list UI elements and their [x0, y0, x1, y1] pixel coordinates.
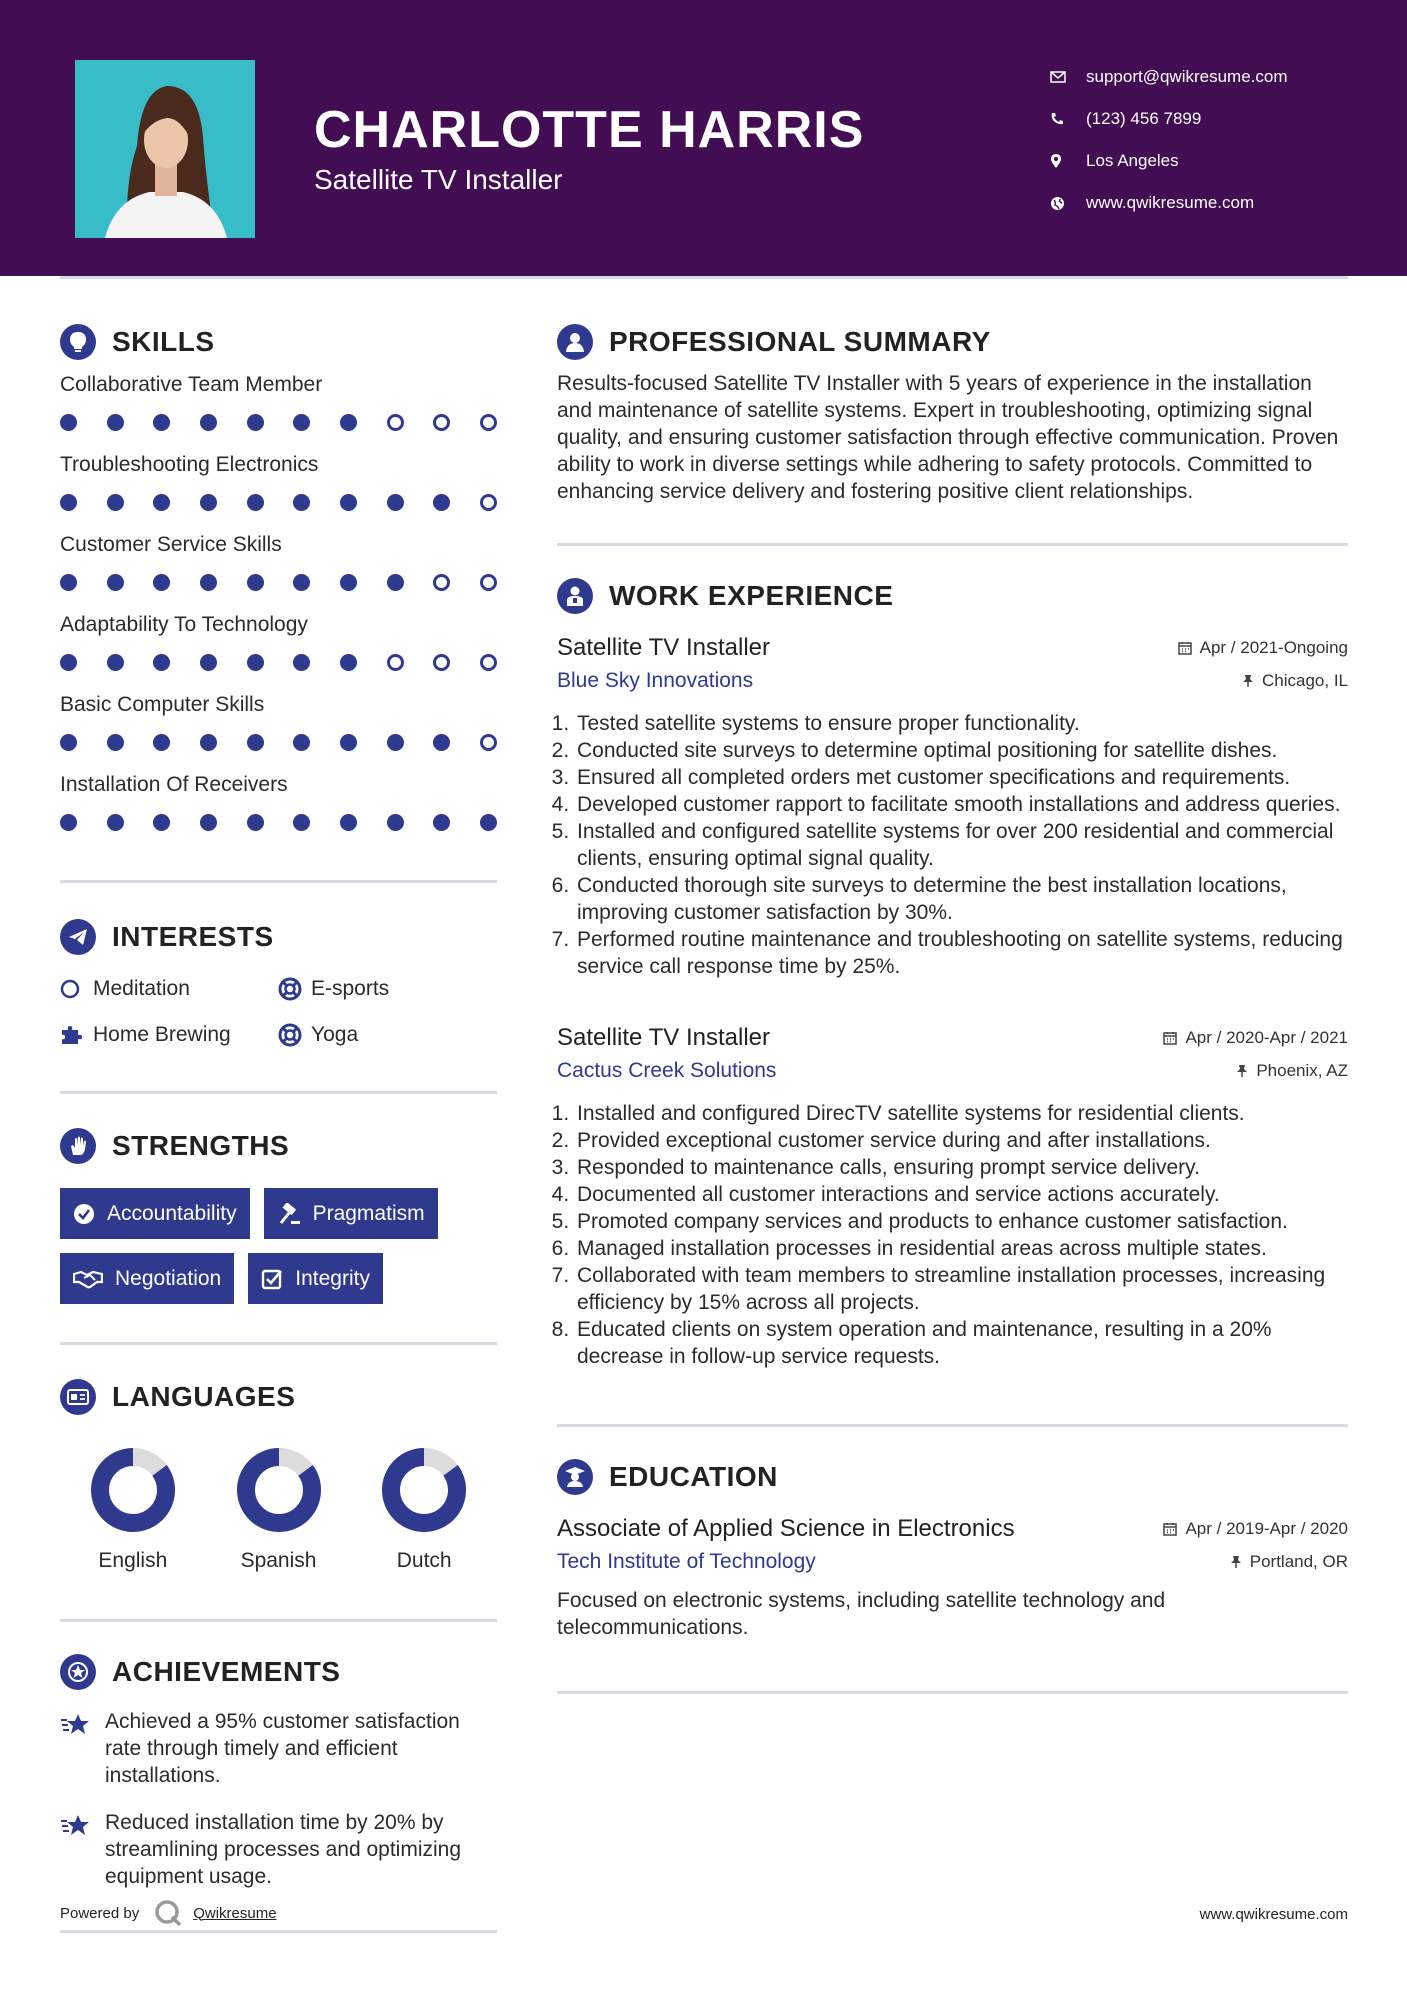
language-item: [60, 1447, 206, 1573]
duty-item: 5. Installed and configured satellite systems for over 200 residential and commercial clients, ensuring optimal signal quality.: [575, 818, 1348, 872]
section-divider: [60, 1930, 497, 1933]
language-donut: [236, 1447, 322, 1533]
duty-item: 7. Performed routine maintenance and troubleshooting on satellite systems, reducing service call response time by 25%.: [575, 926, 1348, 980]
rating-dot-filled: [107, 654, 124, 671]
job-location-text: Chicago, IL: [1262, 671, 1348, 690]
language-donut: [381, 1447, 467, 1533]
right-column: [557, 320, 1348, 1694]
rating-dot-filled: [60, 654, 77, 671]
left-column: [60, 320, 497, 1933]
language-name: English: [98, 1549, 168, 1572]
education-heading: EDUCATION: [609, 1461, 778, 1492]
strength-tag: [248, 1253, 383, 1304]
qwikresume-logo-icon: [153, 1898, 183, 1928]
job-location: [1236, 1061, 1348, 1081]
user-icon: [557, 324, 593, 360]
hand-icon: [60, 1128, 96, 1164]
contact-website-text: www.qwikresume.com: [1086, 193, 1255, 212]
language-item: [206, 1447, 352, 1573]
degree-title: Associate of Applied Science in Electronics: [557, 1515, 1015, 1542]
star-icon: [60, 1708, 105, 1789]
calendar-icon: [1163, 1031, 1177, 1045]
duty-list: [557, 1100, 1348, 1370]
duty-item: 2. Provided exceptional customer service during and after installations.: [575, 1127, 1348, 1154]
rating-dot-filled: [293, 734, 310, 751]
profile-photo: [75, 60, 255, 238]
section-divider: [60, 880, 497, 883]
circle-icon: [60, 979, 93, 999]
rating-dot-filled: [247, 494, 264, 511]
contact-location-text: Los Angeles: [1086, 151, 1179, 170]
rating-dot-filled: [107, 414, 124, 431]
strengths-section: [60, 1124, 497, 1304]
rating-dot-filled: [340, 494, 357, 511]
skill-name: Customer Service Skills: [60, 533, 282, 556]
rating-dot-empty: [433, 654, 450, 671]
language-card-icon: [60, 1379, 96, 1415]
languages-heading: LANGUAGES: [112, 1381, 296, 1412]
education-location-text: Portland, OR: [1249, 1552, 1348, 1571]
education-date-text: Apr / 2019-Apr / 2020: [1185, 1519, 1348, 1538]
skill-name: Adaptability To Technology: [60, 613, 308, 636]
rating-dot-filled: [153, 494, 170, 511]
phone-icon: [1050, 112, 1086, 126]
graduate-icon: [557, 1459, 593, 1495]
skills-heading: SKILLS: [112, 326, 215, 357]
languages-list: [60, 1447, 497, 1573]
rating-dot-filled: [60, 574, 77, 591]
strength-label: Accountability: [107, 1201, 237, 1225]
duty-item: 6. Conducted thorough site surveys to determine the best installation locations, improving customer satisfaction by 30%.: [575, 872, 1348, 926]
resume-header: [0, 0, 1407, 276]
rating-dot-filled: [387, 574, 404, 591]
star-icon: [60, 1809, 105, 1890]
lightbulb-icon: [60, 324, 96, 360]
contact-phone[interactable]: [1050, 98, 1288, 140]
rating-dot-filled: [387, 734, 404, 751]
life-ring-icon: [278, 977, 311, 1001]
brand-link[interactable]: Qwikresume: [193, 1904, 277, 1922]
job-entry: [557, 632, 1348, 980]
skill-rating: [60, 560, 497, 604]
contact-email[interactable]: [1050, 56, 1288, 98]
rating-dot-filled: [247, 734, 264, 751]
languages-section: [60, 1375, 497, 1573]
strengths-heading: STRENGTHS: [112, 1130, 290, 1161]
achievement-text: Reduced installation time by 20% by streamlining processes and optimizing equipment usage.: [105, 1811, 462, 1888]
job-title: Satellite TV Installer: [557, 1024, 770, 1051]
powered-by-text: Powered by: [60, 1904, 140, 1922]
rating-dot-filled: [200, 574, 217, 591]
duty-item: 4. Documented all customer interactions and service actions accurately.: [575, 1181, 1348, 1208]
education-date: [1163, 1513, 1348, 1545]
checkbox-icon: [261, 1268, 283, 1290]
achievements-heading: ACHIEVEMENTS: [112, 1656, 341, 1687]
map-pin-icon: [1050, 153, 1086, 169]
summary-section: [557, 320, 1348, 505]
contact-list: [1050, 56, 1288, 224]
achievement-item: [60, 1708, 497, 1789]
skill-name: Troubleshooting Electronics: [60, 453, 319, 476]
rating-dot-filled: [433, 814, 450, 831]
rating-dot-filled: [433, 734, 450, 751]
rating-dot-filled: [340, 734, 357, 751]
rating-dot-filled: [107, 814, 124, 831]
briefcase-user-icon: [557, 578, 593, 614]
footer-website[interactable]: www.qwikresume.com: [1199, 1906, 1348, 1923]
strength-label: Integrity: [295, 1266, 370, 1290]
skill-name: Installation Of Receivers: [60, 773, 288, 796]
rating-dot-filled: [60, 814, 77, 831]
company-name: Blue Sky Innovations: [557, 669, 754, 692]
candidate-name: CHARLOTTE HARRIS: [314, 101, 865, 159]
rating-dot-empty: [480, 654, 497, 671]
gavel-icon: [277, 1203, 301, 1225]
jobs-list: [557, 632, 1348, 1370]
rating-dot-filled: [293, 494, 310, 511]
skill-rating: [60, 720, 497, 764]
puzzle-icon: [60, 1024, 93, 1046]
achievements-section: [60, 1650, 497, 1890]
strength-tag: [60, 1253, 234, 1304]
contact-phone-text: (123) 456 7899: [1086, 109, 1202, 128]
interest-item: [60, 973, 278, 1005]
job-entry: [557, 1022, 1348, 1370]
interest-label: Yoga: [311, 1023, 359, 1046]
section-divider: [557, 1424, 1348, 1427]
rating-dot-filled: [153, 654, 170, 671]
duty-item: 1. Installed and configured DirecTV satellite systems for residential clients.: [575, 1100, 1348, 1127]
interest-label: Meditation: [93, 977, 190, 1000]
rating-dot-filled: [340, 414, 357, 431]
contact-email-text: support@qwikresume.com: [1086, 67, 1288, 86]
summary-text: Results-focused Satellite TV Installer with 5 years of experience in the installation and maintenance of satellite systems. Expert in troubleshooting, optimizing signal quality, and ensuring customer satisfaction through effective communication. Proven ability to work in diverse settings while adhering to safety protocols. Committed to enhancing service delivery and fostering positive client relationships.: [557, 372, 1339, 503]
rating-dot-empty: [433, 574, 450, 591]
rating-dot-filled: [247, 574, 264, 591]
life-ring-icon: [278, 1023, 311, 1047]
rating-dot-filled: [247, 414, 264, 431]
interests-section: [60, 915, 497, 1051]
duty-item: 1. Tested satellite systems to ensure proper functionality.: [575, 710, 1348, 737]
rating-dot-filled: [153, 734, 170, 751]
duty-item: 3. Ensured all completed orders met customer specifications and requirements.: [575, 764, 1348, 791]
rating-dot-filled: [387, 814, 404, 831]
rating-dot-filled: [153, 574, 170, 591]
rating-dot-filled: [247, 814, 264, 831]
check-circle-icon: [73, 1203, 95, 1225]
experience-section: [557, 574, 1348, 1370]
skill-rating: [60, 640, 497, 684]
rating-dot-filled: [107, 574, 124, 591]
experience-heading: WORK EXPERIENCE: [609, 580, 894, 611]
job-location-text: Phoenix, AZ: [1256, 1061, 1348, 1080]
footer-branding: [60, 1898, 277, 1928]
interest-item: [278, 973, 497, 1005]
education-description: Focused on electronic systems, including satellite technology and telecommunications.: [557, 1589, 1166, 1639]
duty-item: 5. Promoted company services and products to enhance customer satisfaction.: [575, 1208, 1348, 1235]
skills-section: [60, 320, 497, 844]
paper-plane-icon: [60, 919, 96, 955]
contact-location: [1050, 140, 1288, 182]
rating-dot-filled: [153, 814, 170, 831]
rating-dot-empty: [387, 414, 404, 431]
job-title: Satellite TV Installer: [557, 634, 770, 661]
duty-list: [557, 710, 1348, 980]
header-divider: [60, 276, 1348, 279]
calendar-icon: [1163, 1522, 1177, 1536]
achievement-text: Achieved a 95% customer satisfaction rate through timely and efficient installations.: [105, 1710, 460, 1787]
star-badge-icon: [60, 1654, 96, 1690]
job-date-text: Apr / 2020-Apr / 2021: [1185, 1028, 1348, 1047]
duty-item: 4. Developed customer rapport to facilitate smooth installations and address queries.: [575, 791, 1348, 818]
duty-item: 7. Collaborated with team members to streamline installation processes, increasing efficiency by 15% across all projects.: [575, 1262, 1348, 1316]
job-date: [1163, 1022, 1348, 1054]
section-divider: [557, 543, 1348, 546]
rating-dot-filled: [107, 494, 124, 511]
job-date: [1178, 632, 1348, 664]
section-divider: [557, 1691, 1348, 1694]
rating-dot-filled: [200, 654, 217, 671]
education-section: [557, 1455, 1348, 1641]
rating-dot-empty: [387, 654, 404, 671]
duty-item: 3. Responded to maintenance calls, ensuring prompt service delivery.: [575, 1154, 1348, 1181]
rating-dot-empty: [480, 494, 497, 511]
strength-label: Negotiation: [115, 1266, 222, 1290]
skills-list: [60, 370, 497, 844]
calendar-icon: [1178, 641, 1192, 655]
rating-dot-filled: [200, 494, 217, 511]
language-name: Dutch: [396, 1549, 452, 1572]
interest-label: Home Brewing: [93, 1023, 231, 1046]
skill-name: Basic Computer Skills: [60, 693, 265, 716]
rating-dot-empty: [480, 574, 497, 591]
rating-dot-filled: [60, 734, 77, 751]
rating-dot-filled: [60, 414, 77, 431]
candidate-title: Satellite TV Installer: [314, 164, 563, 195]
achievement-item: [60, 1809, 497, 1890]
globe-icon: [1050, 196, 1086, 211]
language-donut: [90, 1447, 176, 1533]
contact-website[interactable]: [1050, 182, 1288, 224]
rating-dot-filled: [293, 654, 310, 671]
skill-rating: [60, 400, 497, 444]
duty-item: 2. Conducted site surveys to determine optimal positioning for satellite dishes.: [575, 737, 1348, 764]
job-date-text: Apr / 2021-Ongoing: [1199, 638, 1348, 657]
strength-label: Pragmatism: [312, 1201, 425, 1225]
interests-heading: INTERESTS: [112, 921, 274, 952]
rating-dot-filled: [247, 654, 264, 671]
duty-item: 6. Managed installation processes in residential areas across multiple states.: [575, 1235, 1348, 1262]
skill-rating: [60, 800, 497, 844]
rating-dot-filled: [293, 814, 310, 831]
rating-dot-filled: [480, 814, 497, 831]
summary-heading: PROFESSIONAL SUMMARY: [609, 326, 991, 357]
strength-tag: [60, 1188, 250, 1239]
pushpin-icon: [1242, 674, 1254, 688]
rating-dot-empty: [480, 734, 497, 751]
skill-name: Collaborative Team Member: [60, 373, 323, 396]
language-name: Spanish: [240, 1549, 317, 1572]
language-item: [351, 1447, 497, 1573]
rating-dot-empty: [480, 414, 497, 431]
education-location: [1230, 1552, 1348, 1572]
pushpin-icon: [1230, 1555, 1242, 1569]
rating-dot-filled: [293, 414, 310, 431]
rating-dot-filled: [200, 734, 217, 751]
job-location: [1242, 671, 1348, 691]
school-name: Tech Institute of Technology: [557, 1550, 816, 1573]
section-divider: [60, 1342, 497, 1345]
strength-tag: [264, 1188, 438, 1239]
interest-item: [60, 1019, 278, 1051]
duty-item: 8. Educated clients on system operation and maintenance, resulting in a 20% decrease in follow-up service requests.: [575, 1316, 1348, 1370]
interest-label: E-sports: [311, 977, 390, 1000]
rating-dot-filled: [60, 494, 77, 511]
handshake-icon: [73, 1269, 103, 1289]
skill-rating: [60, 480, 497, 524]
rating-dot-filled: [433, 494, 450, 511]
rating-dot-filled: [153, 414, 170, 431]
rating-dot-filled: [387, 494, 404, 511]
rating-dot-filled: [200, 814, 217, 831]
rating-dot-filled: [340, 814, 357, 831]
company-name: Cactus Creek Solutions: [557, 1059, 777, 1082]
section-divider: [60, 1091, 497, 1094]
rating-dot-filled: [340, 574, 357, 591]
rating-dot-filled: [293, 574, 310, 591]
rating-dot-filled: [200, 414, 217, 431]
rating-dot-filled: [340, 654, 357, 671]
rating-dot-filled: [107, 734, 124, 751]
interest-item: [278, 1019, 497, 1051]
envelope-icon: [1050, 71, 1086, 83]
section-divider: [60, 1619, 497, 1622]
pushpin-icon: [1236, 1064, 1248, 1078]
rating-dot-empty: [433, 414, 450, 431]
